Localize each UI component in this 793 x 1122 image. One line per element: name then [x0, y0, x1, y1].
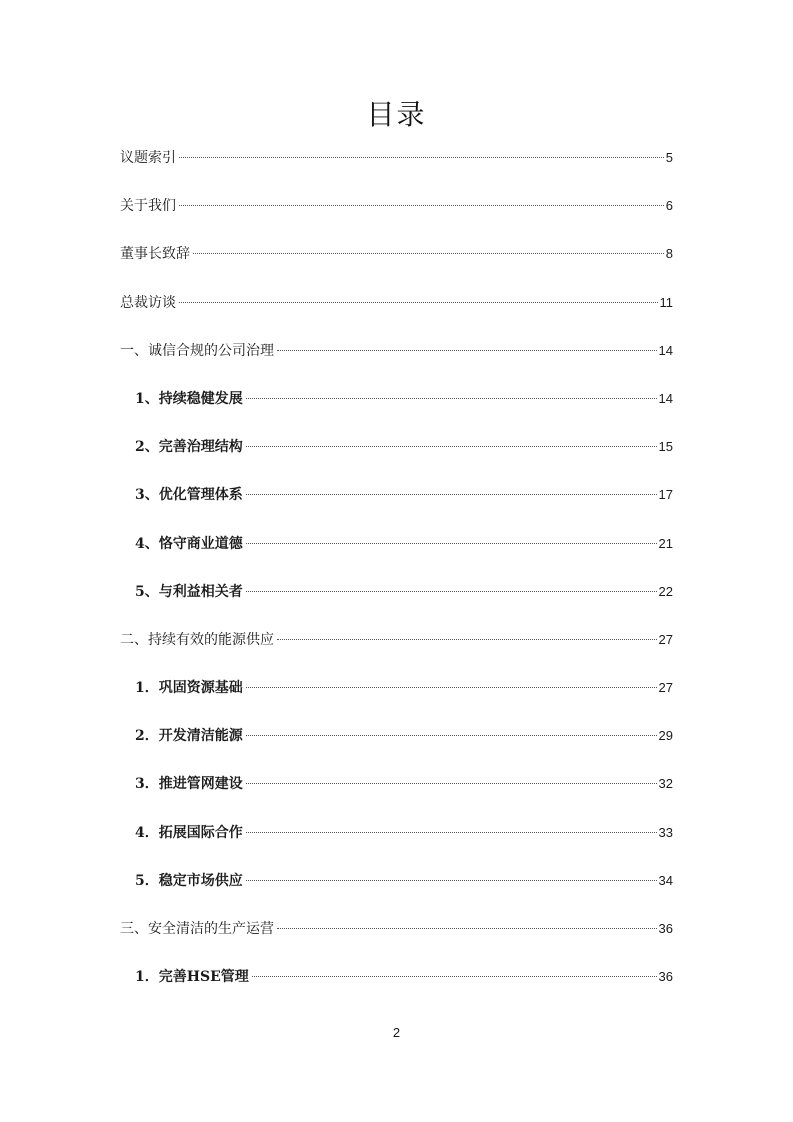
page-number: 2 [392, 1025, 401, 1040]
toc-entry-page: 33 [658, 824, 673, 840]
toc-entry-page: 5 [665, 150, 673, 165]
toc-entry-page: 32 [658, 776, 673, 792]
toc-entry-label: 一、诚信合规的公司治理 [120, 342, 274, 359]
toc-entry-label: 1．完善HSE管理 [135, 969, 249, 986]
toc-dot-leader [277, 928, 657, 929]
toc-entry[interactable] [120, 341, 673, 389]
toc-entry[interactable] [120, 244, 673, 292]
toc-entry-label: 3、优化管理体系 [135, 487, 243, 504]
toc-entry-label: 二、持续有效的能源供应 [120, 631, 274, 648]
toc-subentry[interactable] [120, 726, 673, 774]
toc-entry-page: 29 [658, 728, 673, 744]
toc-dot-leader [179, 157, 664, 158]
toc-dot-leader [246, 687, 657, 688]
toc-dot-leader [246, 880, 657, 881]
toc-entry-page: 27 [658, 631, 673, 647]
toc-entry-page: 17 [658, 487, 673, 503]
page-title: 目录 [366, 98, 427, 131]
toc-subentry[interactable] [120, 389, 673, 437]
toc-dot-leader [246, 446, 657, 447]
toc-subentry[interactable] [120, 582, 673, 630]
toc-dot-leader [246, 543, 657, 544]
toc-dot-leader [246, 783, 657, 784]
toc-entry[interactable] [120, 919, 673, 967]
toc-entry-label: 5、与利益相关者 [135, 583, 243, 600]
toc-dot-leader [179, 205, 664, 206]
toc-entry[interactable] [120, 196, 673, 244]
toc-entry-page: 21 [658, 535, 673, 551]
toc-entry-label: 4．拓展国际合作 [135, 824, 243, 841]
toc-dot-leader [252, 976, 657, 977]
toc-entry-page: 6 [665, 198, 673, 214]
toc-subentry[interactable] [120, 534, 673, 582]
toc-entry-label: 董事长致辞 [120, 246, 190, 263]
toc-entry-label: 3．推进管网建设 [135, 776, 243, 793]
toc-dot-leader [277, 639, 657, 640]
toc-entry-label: 4、恪守商业道德 [135, 535, 243, 552]
toc-entry-page: 14 [658, 390, 673, 406]
toc-dot-leader [277, 350, 657, 351]
toc-entry-page: 8 [665, 246, 673, 262]
toc-entry-label: 2、完善治理结构 [135, 439, 243, 456]
toc-entry-label: 1、持续稳健发展 [135, 390, 243, 407]
toc-subentry[interactable] [120, 967, 673, 1015]
toc-dot-leader [246, 398, 657, 399]
toc-entry-page: 36 [658, 969, 673, 985]
toc-entry-page: 14 [658, 342, 673, 358]
toc-subentry[interactable] [120, 437, 673, 485]
toc-entry-label: 1．巩固资源基础 [135, 680, 243, 697]
toc-entry-page: 22 [658, 583, 673, 599]
toc-dot-leader [246, 494, 657, 495]
toc-entry-page: 27 [658, 680, 673, 696]
toc-dot-leader [246, 832, 657, 833]
toc-entry-page: 36 [658, 921, 673, 936]
toc-entry-label: 三、安全清洁的生产运营 [120, 921, 274, 937]
toc-subentry[interactable] [120, 678, 673, 726]
toc-entry[interactable] [120, 293, 673, 341]
toc-entry-label: 关于我们 [120, 198, 176, 215]
toc-entry-page: 15 [658, 439, 673, 455]
toc-dot-leader [246, 735, 657, 736]
toc-dot-leader [179, 302, 658, 303]
toc-subentry[interactable] [120, 485, 673, 533]
toc-entry-label: 总裁访谈 [120, 294, 176, 311]
toc-subentry[interactable] [120, 823, 673, 871]
toc-entry-label: 议题索引 [120, 150, 176, 166]
toc-entry[interactable] [120, 148, 673, 196]
table-of-contents [120, 148, 673, 1015]
toc-entry-label: 2．开发清洁能源 [135, 728, 243, 745]
toc-entry-page: 11 [659, 294, 673, 310]
toc-entry[interactable] [120, 630, 673, 678]
toc-dot-leader [246, 591, 657, 592]
toc-subentry[interactable] [120, 774, 673, 822]
toc-dot-leader [193, 253, 664, 254]
toc-entry-page: 34 [658, 872, 673, 888]
toc-entry-label: 5．稳定市场供应 [135, 872, 243, 889]
toc-subentry[interactable] [120, 871, 673, 919]
